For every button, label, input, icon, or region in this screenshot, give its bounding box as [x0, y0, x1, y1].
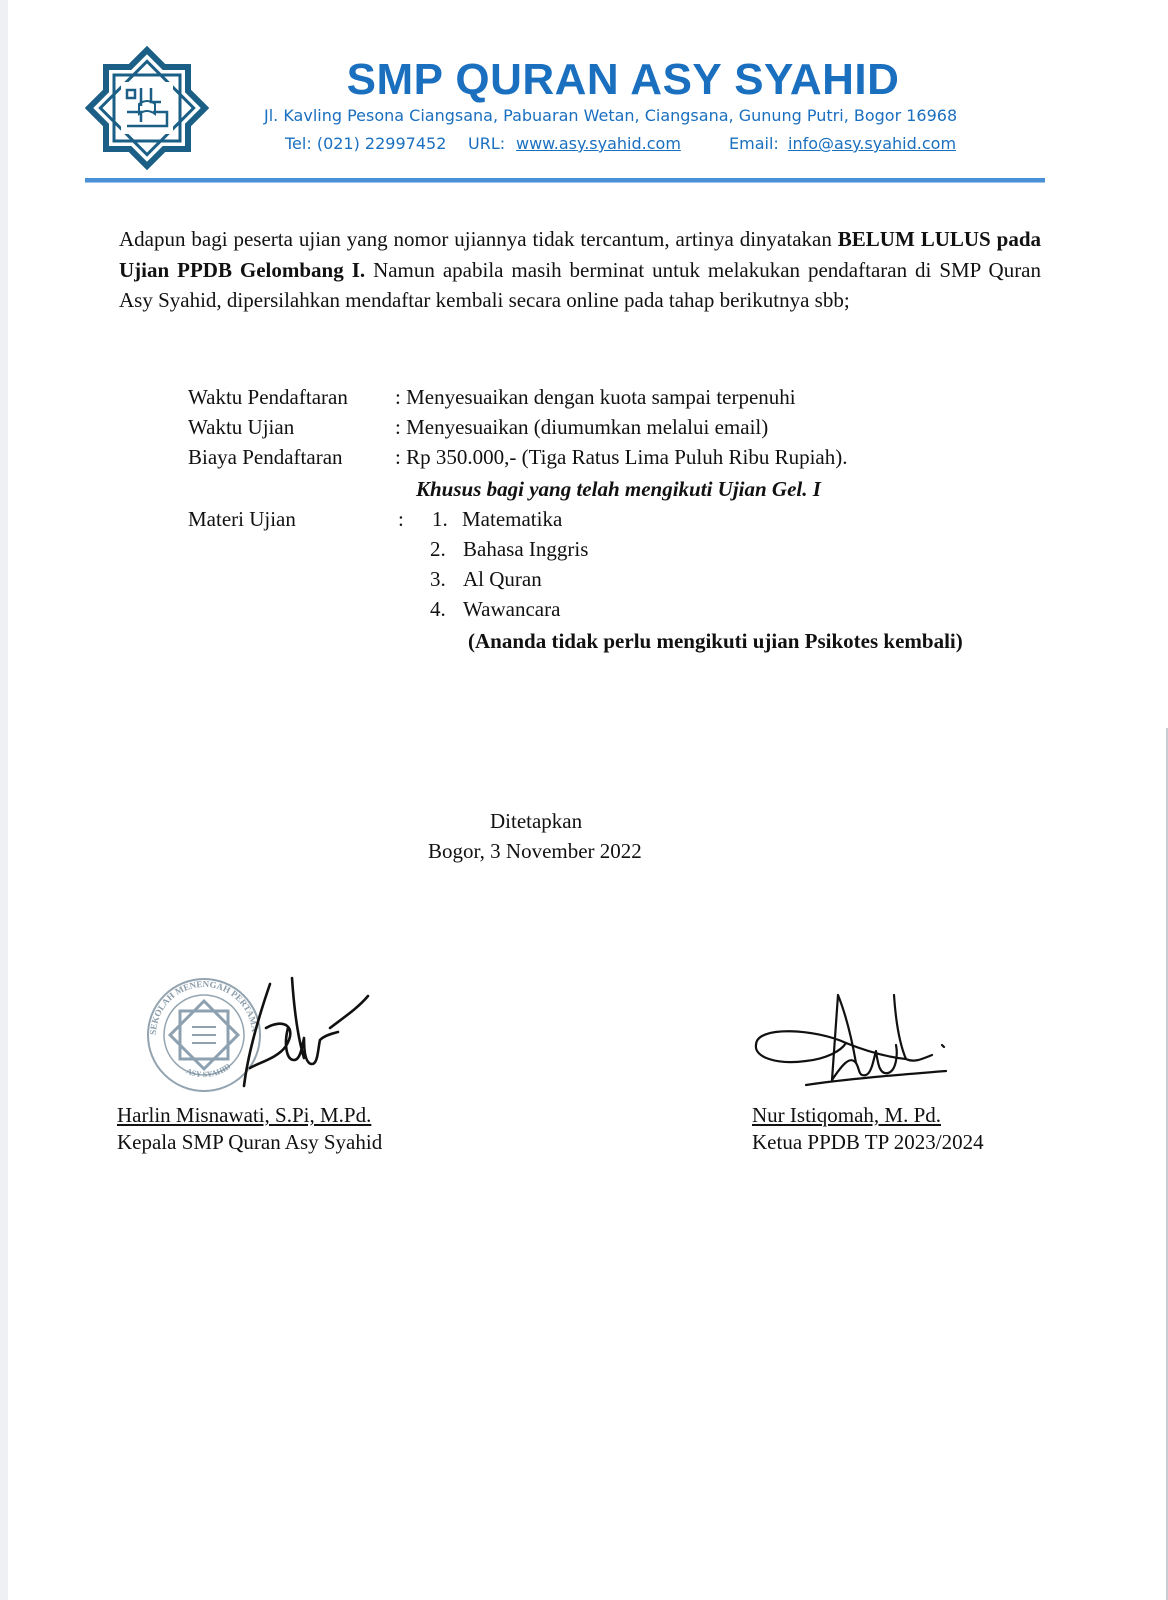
paragraph-bold-status: BELUM LULUS pada Ujian PPDB Gelombang I.	[119, 227, 1042, 282]
exam-time-value: : Menyesuaikan (diumumkan melalui email)	[395, 415, 769, 439]
list-item: Wawancara	[463, 597, 561, 621]
fee-value: : Rp 350.000,- (Tiga Ratus Lima Puluh Ribu Rupiah).	[395, 445, 848, 469]
right-signatory-name: Nur Istiqomah, M. Pd.	[752, 1103, 941, 1127]
stamp-text-bottom: ASY SYAHID	[184, 1061, 233, 1080]
fee-label: Biaya Pendaftaran	[188, 445, 343, 469]
stamp-text-top: SEKOLAH MENENGAH PERTAMA	[147, 978, 260, 1036]
document-page	[8, 0, 1168, 1600]
list-item-number: 1.	[432, 507, 448, 531]
registration-time-label: Waktu Pendaftaran	[188, 385, 348, 409]
list-item-number: 3.	[430, 567, 446, 591]
exam-subjects-label: Materi Ujian	[188, 507, 296, 531]
established-label: Ditetapkan	[490, 809, 583, 833]
psychotest-note: (Ananda tidak perlu mengikuti ujian Psikotes kembali)	[468, 629, 963, 653]
fee-note: Khusus bagi yang telah mengikuti Ujian Gel. I	[416, 477, 821, 501]
website-url: www.asy.syahid.com	[516, 134, 681, 153]
left-signature	[208, 968, 378, 1098]
list-item: Matematika	[462, 507, 563, 531]
right-signature	[746, 985, 966, 1095]
paragraph-part-1: Adapun bagi peserta ujian yang nomor ujiannya tidak tercantum, artinya dinyatakan	[119, 227, 838, 251]
school-name: SMP QURAN ASY SYAHID	[346, 55, 900, 104]
phone-number: Tel: (021) 22997452	[285, 134, 447, 153]
url-label: URL:	[468, 134, 506, 153]
website-link[interactable]	[516, 134, 681, 153]
body-paragraph	[119, 224, 1041, 316]
registration-time-value: : Menyesuaikan dengan kuota sampai terpenuhi	[395, 385, 796, 409]
list-item: Bahasa Inggris	[463, 537, 589, 561]
list-item-number: 2.	[430, 537, 446, 561]
email-address: info@asy.syahid.com	[788, 134, 957, 153]
left-signatory-title: Kepala SMP Quran Asy Syahid	[117, 1130, 383, 1154]
header-divider	[85, 178, 1045, 183]
school-address: Jl. Kavling Pesona Ciangsana, Pabuaran Wetan, Ciangsana, Gunung Putri, Bogor 16968	[264, 106, 958, 125]
email-label: Email:	[729, 134, 779, 153]
exam-subjects-colon: :	[398, 507, 404, 531]
left-signatory-name: Harlin Misnawati, S.Pi, M.Pd.	[117, 1103, 372, 1127]
right-signatory-title: Ketua PPDB TP 2023/2024	[752, 1130, 984, 1154]
octagram-quran-logo-icon	[85, 46, 209, 170]
paragraph-part-2: Namun apabila masih berminat untuk melakukan pendaftaran di SMP Quran Asy Syahid, dipersilahkan mendaftar kembali secara online pada tahap berikutnya sbb;	[119, 257, 1042, 312]
place-date: Bogor, 3 November 2022	[428, 839, 642, 863]
email-link[interactable]	[788, 134, 956, 153]
list-item-number: 4.	[430, 597, 446, 621]
exam-time-label: Waktu Ujian	[188, 415, 295, 439]
list-item: Al Quran	[463, 567, 542, 591]
